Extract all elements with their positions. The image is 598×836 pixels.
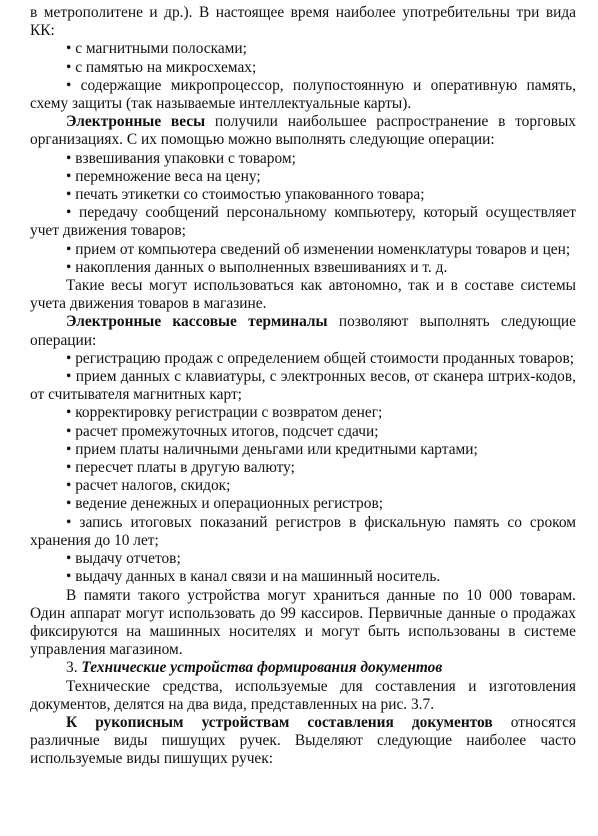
body-text: • корректировку регистрации с возвратом денег; bbox=[66, 404, 383, 422]
paragraph bbox=[30, 368, 576, 404]
body-text: • выдачу отчетов; bbox=[66, 550, 181, 568]
body-text: Технические средства, используемые для составления и изготовления документов, делятся на два вида, представленных на рис. 3.7. bbox=[30, 677, 576, 713]
paragraph bbox=[30, 204, 576, 240]
paragraph bbox=[30, 477, 576, 495]
paragraph bbox=[30, 678, 576, 714]
body-text: • содержащие микропроцессор, полупостоянную и оперативную память, схему защиты (так называемые интеллектуальные карты). bbox=[30, 76, 576, 113]
paragraph bbox=[30, 4, 576, 40]
body-text: В памяти такого устройства могут храниться данные по 10 000 товарам. Один аппарат могут использовать до 99 кассиров. Первичные данные о продажах фиксируются на машинных носителях и могут быть использованы в системе управления магазином. bbox=[30, 586, 576, 659]
paragraph bbox=[30, 714, 576, 769]
paragraph bbox=[30, 186, 576, 204]
body-text: • печать этикетки со стоимостью упакованного товара; bbox=[66, 186, 425, 204]
paragraph bbox=[30, 259, 576, 277]
body-text: • расчет промежуточных итогов, подсчет сдачи; bbox=[66, 422, 379, 440]
paragraph bbox=[30, 168, 576, 186]
paragraph bbox=[30, 423, 576, 441]
body-text: • расчет налогов, скидок; bbox=[66, 477, 231, 495]
paragraph bbox=[30, 568, 576, 586]
paragraph bbox=[30, 404, 576, 422]
paragraph bbox=[30, 113, 576, 149]
body-text: • перемножение веса на цену; bbox=[66, 167, 261, 185]
body-text: • с магнитными полосками; bbox=[66, 40, 247, 58]
paragraph bbox=[30, 550, 576, 568]
body-text: 3. bbox=[66, 659, 82, 677]
body-text: • ведение денежных и операционных регистров; bbox=[66, 495, 383, 513]
body-text: позволяют выполнять следующие операции: bbox=[30, 313, 576, 349]
body-text: • запись итоговых показаний регистров в фискальную память со сроком хранения до 10 лет; bbox=[30, 513, 576, 549]
body-text: • пересчет платы в другую валюту; bbox=[66, 459, 295, 477]
paragraph bbox=[30, 459, 576, 477]
body-text: • взвешивания упаковки с товаром; bbox=[66, 149, 296, 167]
emphasis-text: Электронные весы bbox=[66, 113, 206, 131]
body-text: относятся различные виды пишущих ручек. Выделяют следующие наиболее часто используемые виды пишущих ручек: bbox=[30, 713, 576, 768]
body-text: • выдачу данных в канал связи и на машинный носитель. bbox=[66, 568, 441, 586]
paragraph bbox=[30, 495, 576, 513]
paragraph bbox=[30, 514, 576, 550]
paragraph bbox=[30, 150, 576, 168]
paragraph bbox=[30, 441, 576, 459]
body-text: • прием от компьютера сведений об изменении номенклатуры товаров и цен; bbox=[66, 240, 571, 258]
body-text: • прием данных с клавиатуры, с электронных весов, от сканера штрих-кодов, от считывателя магнитных карт; bbox=[30, 368, 576, 404]
body-text: • передачу сообщений персональному компьютеру, который осуществляет учет движения товаров; bbox=[30, 204, 576, 240]
emphasis-text: Электронные кассовые терминалы bbox=[66, 313, 328, 331]
paragraph bbox=[30, 59, 576, 77]
paragraph bbox=[30, 277, 576, 313]
emphasis-text: К рукописным устройствам составления документов bbox=[66, 713, 493, 731]
paragraph bbox=[30, 659, 576, 677]
paragraph bbox=[30, 313, 576, 349]
paragraph bbox=[30, 40, 576, 58]
body-text: • прием платы наличными деньгами или кредитными картами; bbox=[66, 440, 478, 458]
paragraph bbox=[30, 77, 576, 113]
paragraph bbox=[30, 587, 576, 660]
body-text: в метрополитене и др.). В настоящее время наиболее употребительны три вида КК: bbox=[30, 4, 576, 40]
body-text: • регистрацию продаж с определением общей стоимости проданных товаров; bbox=[66, 349, 575, 367]
paragraph bbox=[30, 241, 576, 259]
paragraph bbox=[30, 350, 576, 368]
body-text: получили наибольшее распространение в торговых организациях. С их помощью можно выполнять следующие операции: bbox=[30, 113, 576, 149]
body-text: Такие весы могут использоваться как автономно, так и в составе системы учета движения товаров в магазине. bbox=[30, 277, 576, 313]
body-text: • с памятью на микросхемах; bbox=[66, 58, 257, 76]
body-text: • накопления данных о выполненных взвешиваниях и т. д. bbox=[66, 258, 448, 276]
emphasis-text: Технические устройства формирования документов bbox=[81, 659, 443, 677]
